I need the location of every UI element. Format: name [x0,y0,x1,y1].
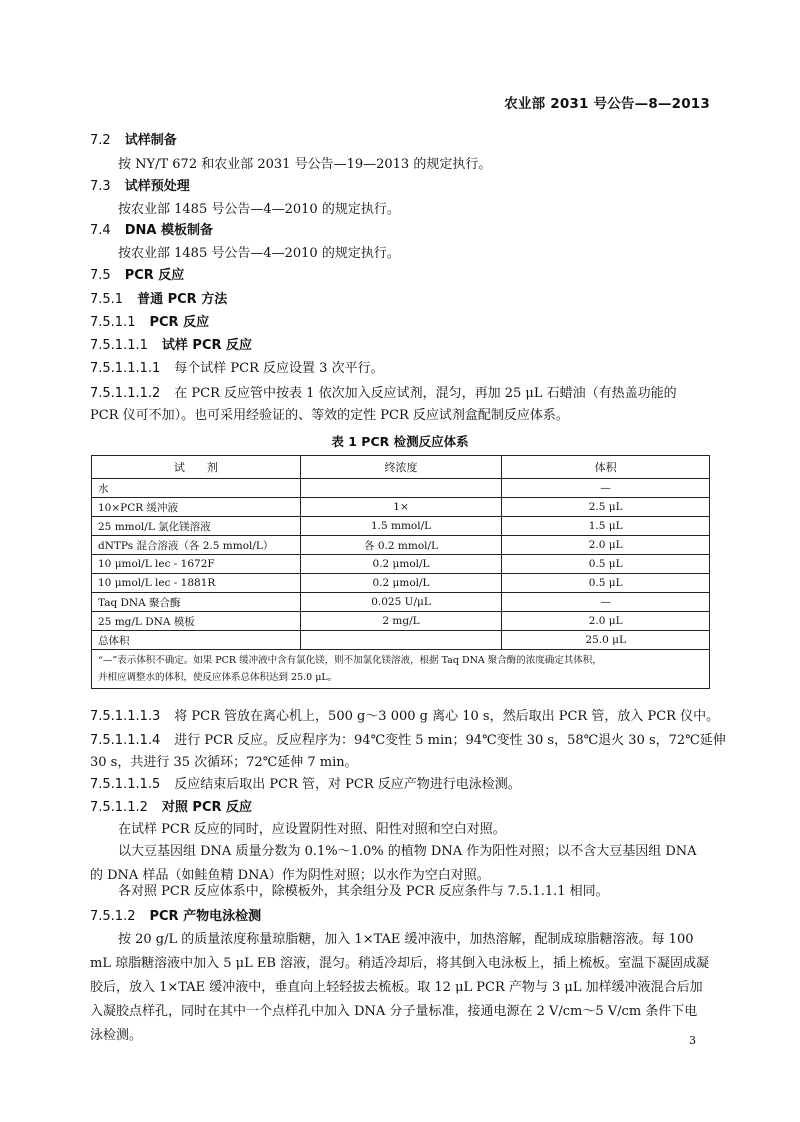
clause-number: 7.5.1.1.1.5 [90,777,161,792]
reagent-cell: Taq DNA 聚合酶 [92,593,301,612]
clause-7-5-1-1-1-3 [90,708,719,726]
section-7-2-body: 按 NY/T 672 和农业部 2031 号公告—19—2013 的规定执行。 [118,157,492,172]
table-row [92,555,710,574]
column-header-concentration: 终浓度 [300,456,502,479]
clause-number: 7.5.1.1.1.3 [90,709,161,724]
section-number: 7.4 [90,223,111,238]
section-number: 7.5.1.1.1 [90,338,148,353]
section-7-3-body: 按农业部 1485 号公告—4—2010 的规定执行。 [118,202,400,217]
control-paragraph-3: 各对照 PCR 反应体系中，除模板外，其余组分及 PCR 反应条件与 7.5.1.1.1 相同。 [118,884,609,899]
volume-cell: 1.5 μL [502,517,710,536]
section-title: 试样预处理 [124,179,190,194]
section-number: 7.3 [90,179,111,194]
section-number: 7.5.1 [90,292,124,307]
reagent-cell: 总体积 [92,631,301,650]
table-note [92,650,710,689]
concentration-cell: 1.5 mmol/L [300,517,502,536]
concentration-cell: 0.2 μmol/L [300,574,502,593]
clause-number: 7.5.1.1.1.4 [90,733,161,748]
clause-7-5-1-1-1-2-cont: PCR 仪可不加）。也可采用经验证的、等效的定性 PCR 反应试剂盒配制反应体系。 [90,408,569,423]
electrophoresis-paragraph: 按 20 g/L 的质量浓度称量琼脂糖，加入 1×TAE 缓冲液中，加热溶解，配制成琼脂糖溶液。每 100 mL 琼脂糖溶液中加入 5 μL EB 溶液，混匀。稍适冷却后，将其倒入电泳板上，插上梳板。室温下凝固成凝胶后，放入 1×TAE 缓冲液中，垂直向上轻轻拔去梳板。取 12 μL PCR 产物与 3 μL 加样缓冲液混合后加入凝胶点样孔，同时在其中一个点样孔中加入 DNA 分子量标准，接通电源在 2 V/cm～5 V/cm 条件下电泳检测。 [90,932,710,1043]
clause-7-5-1-1-1-5 [90,776,521,794]
column-header-volume: 体积 [502,456,710,479]
reagent-cell: 10×PCR 缓冲液 [92,498,301,517]
control-paragraph-2: 以大豆基因组 DNA 质量分数为 0.1%～1.0% 的植物 DNA 作为阳性对照；以不含大豆基因组 DNA 的 DNA 样品（如鲑鱼精 DNA）作为阴性对照；以水作为空白对照。 [90,844,697,883]
volume-cell: 2.0 μL [502,536,710,555]
section-7-5-1-heading [90,291,227,309]
column-header-reagent: 试 剂 [92,456,301,479]
concentration-cell: 0.2 μmol/L [300,555,502,574]
concentration-cell: 1× [300,498,502,517]
section-7-5-1-1-heading [90,314,209,332]
clause-number: 7.5.1.1.1.1 [90,361,161,376]
table-header-row [92,456,710,479]
table-row [92,498,710,517]
section-7-3-heading [90,178,190,196]
section-number: 7.5.1.1 [90,315,136,330]
section-7-5-1-1-2-heading [90,799,252,817]
concentration-cell: 0.025 U/μL [300,593,502,612]
concentration-cell: 2 mg/L [300,612,502,631]
clause-7-5-1-1-1-1 [90,360,384,378]
section-7-4-heading [90,222,213,240]
section-title: 试样制备 [124,133,177,148]
section-number: 7.5.1.1.2 [90,800,148,815]
concentration-cell: 各 0.2 mmol/L [300,536,502,555]
clause-7-5-1-1-1-4 [90,732,726,750]
section-7-5-1-2-heading [90,908,261,926]
section-number: 7.5.1.2 [90,909,136,924]
concentration-cell [300,479,502,498]
reagent-cell: 水 [92,479,301,498]
volume-cell: 2.0 μL [502,612,710,631]
volume-cell: 0.5 μL [502,555,710,574]
reagent-cell: dNTPs 混合溶液（各 2.5 mmol/L） [92,536,301,555]
concentration-cell [300,631,502,650]
clause-text: 反应结束后取出 PCR 管，对 PCR 反应产物进行电泳检测。 [174,777,521,792]
page-number: 3 [689,1034,696,1047]
volume-cell: 25.0 μL [502,631,710,650]
volume-cell: — [502,479,710,498]
table-row [92,517,710,536]
section-title: PCR 反应 [124,268,185,283]
reagent-cell: 10 μmol/L lec - 1672F [92,555,301,574]
table-note-line: “—”表示体积不确定。如果 PCR 缓冲液中含有氯化镁，则不加氯化镁溶液，根据 Taq DNA 聚合酶的浓度确定其体积， [98,655,602,666]
clause-text: 每个试样 PCR 反应设置 3 次平行。 [174,361,384,376]
table-row [92,536,710,555]
section-7-2-heading [90,132,177,150]
table-row [92,574,710,593]
reaction-table [91,455,710,689]
clause-text: 将 PCR 管放在离心机上，500 g～3 000 g 离心 10 s，然后取出 PCR 管，放入 PCR 仪中。 [174,709,720,724]
table-note-row [92,650,710,689]
clause-7-5-1-1-1-2 [90,385,677,403]
volume-cell: — [502,593,710,612]
table-row [92,593,710,612]
reagent-cell: 25 mmol/L 氯化镁溶液 [92,517,301,536]
section-7-4-body: 按农业部 1485 号公告—4—2010 的规定执行。 [118,246,400,261]
table-row [92,479,710,498]
clause-7-5-1-1-1-4-cont: 30 s，共进行 35 次循环；72℃延伸 7 min。 [90,755,358,770]
section-7-5-1-1-1-heading [90,337,252,355]
table-row [92,631,710,650]
table-note-line: 并相应调整水的体积，使反应体系总体积达到 25.0 μL。 [98,672,338,683]
control-paragraph-1: 在试样 PCR 反应的同时，应设置阴性对照、阳性对照和空白对照。 [118,822,506,837]
section-title: 试样 PCR 反应 [161,338,253,353]
section-title: 对照 PCR 反应 [161,800,253,815]
volume-cell: 0.5 μL [502,574,710,593]
section-7-5-heading [90,267,184,285]
volume-cell: 2.5 μL [502,498,710,517]
table-row [92,612,710,631]
document-header: 农业部 2031 号公告—8—2013 [504,96,710,112]
section-title: PCR 反应 [149,315,210,330]
section-title: PCR 产物电泳检测 [149,909,262,924]
section-title: DNA 模板制备 [124,223,213,238]
section-title: 普通 PCR 方法 [137,292,228,307]
clause-text: 在 PCR 反应管中按表 1 依次加入反应试剂，混匀，再加 25 μL 石蜡油（有热盖功能的 [174,386,677,401]
section-number: 7.2 [90,133,111,148]
table-title: 表 1 PCR 检测反应体系 [331,434,469,449]
clause-number: 7.5.1.1.1.2 [90,386,161,401]
section-number: 7.5 [90,268,111,283]
clause-text: 进行 PCR 反应。反应程序为：94℃变性 5 min；94℃变性 30 s，58℃退火 30 s，72℃延伸 [174,733,726,748]
reagent-cell: 25 mg/L DNA 模板 [92,612,301,631]
reagent-cell: 10 μmol/L lec - 1881R [92,574,301,593]
